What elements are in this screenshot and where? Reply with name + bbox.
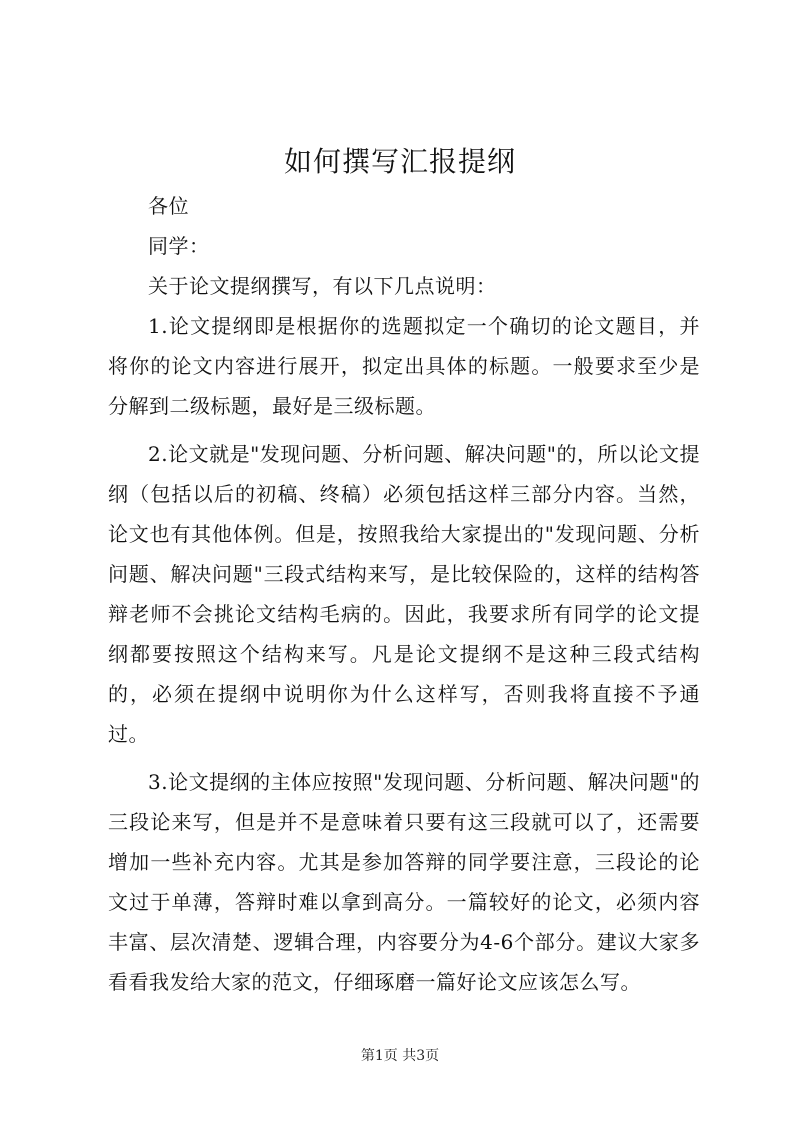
document-title: 如何撰写汇报提纲 <box>283 145 516 178</box>
point-3-paragraph: 3.论文提纲的主体应按照"发现问题、分析问题、解决问题"的三段论来写，但是并不是意味着只要有这三段就可以了，还需要增加一些补充内容。尤其是参加答辩的同学要注意，三段论的论文过于单薄，答辩时难以拿到高分。一篇较好的论文，必须内容丰富、层次清楚、逻辑合理，内容要分为4-6个部分。建议大家多看看我发给大家的范文，仔细琢磨一篇好论文应该怎么写。 <box>108 770 700 994</box>
intro-paragraph: 关于论文提纲撰写，有以下几点说明： <box>148 274 497 298</box>
document-body <box>108 186 700 1002</box>
point-1-paragraph: 1.论文提纲即是根据你的选题拟定一个确切的论文题目，并将你的论文内容进行展开，拟定出具体的标题。一般要求至少是分解到二级标题，最好是三级标题。 <box>108 314 700 418</box>
salutation-line-2: 同学： <box>148 234 210 258</box>
point-2-paragraph: 2.论文就是"发现问题、分析问题、解决问题"的，所以论文提纲（包括以后的初稿、终稿）必须包括这样三部分内容。当然，论文也有其他体例。但是，按照我给大家提出的"发现问题、分析问题、解决问题"三段式结构来写，是比较保险的，这样的结构答辩老师不会挑论文结构毛病的。因此，我要求所有同学的论文提纲都要按照这个结构来写。凡是论文提纲不是这种三段式结构的，必须在提纲中说明你为什么这样写，否则我将直接不予通过。 <box>108 442 700 746</box>
salutation-line-1: 各位 <box>148 194 189 218</box>
page-number-footer: 第1页 共3页 <box>360 1048 440 1064</box>
